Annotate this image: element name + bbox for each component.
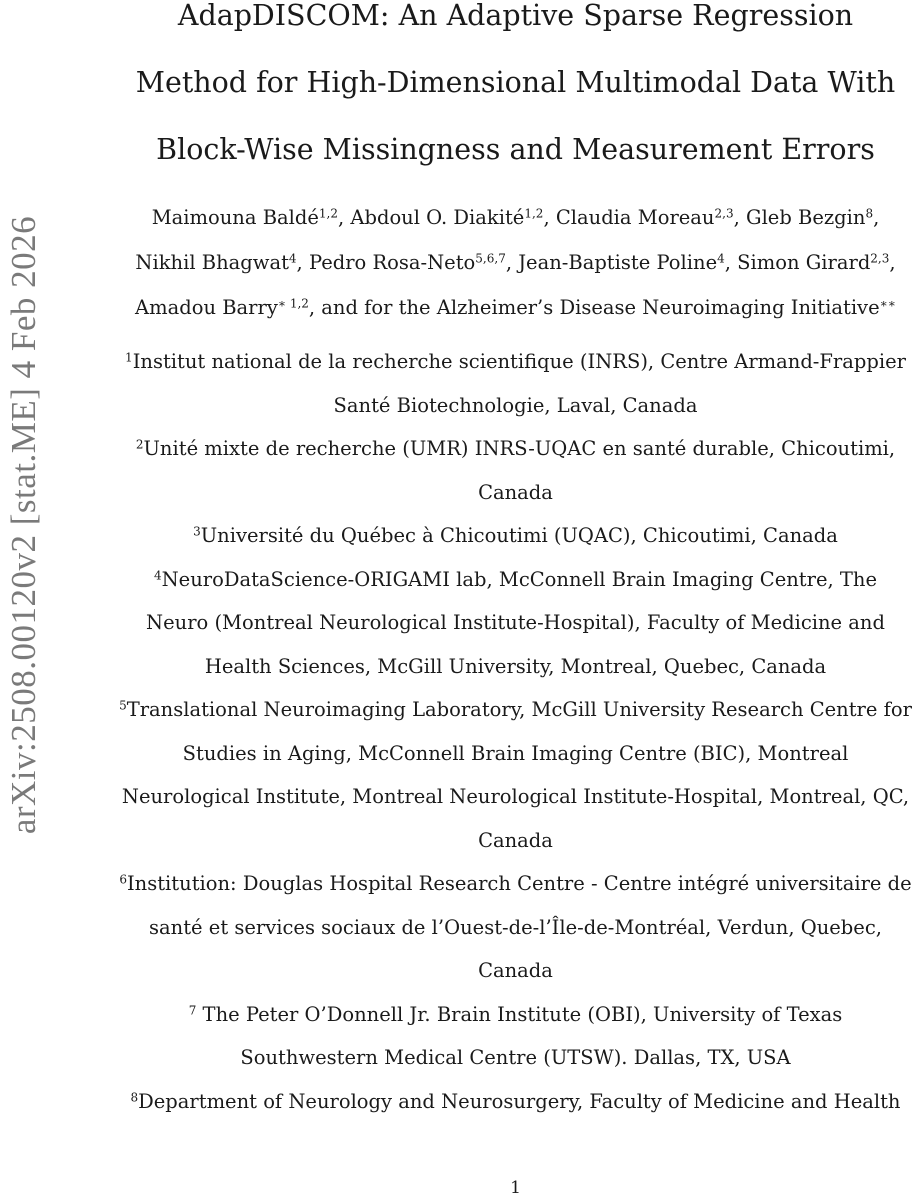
author-affiliation-mark: 4	[717, 251, 725, 266]
title-line: Method for High-Dimensional Multimodal Data With	[135, 66, 896, 99]
author-list	[118, 195, 913, 330]
affiliation-number: 4	[153, 567, 162, 582]
affiliation-number: 8	[130, 1089, 139, 1104]
author-name: , Abdoul O. Diakité	[338, 206, 525, 229]
affiliation-3	[118, 514, 913, 558]
affiliation-text: Institut national de la recherche scientifique (INRS), Centre Armand-Frappier	[132, 350, 906, 373]
author-affiliation-mark: 1,2	[318, 206, 338, 221]
affiliation-number: 6	[119, 872, 127, 887]
arxiv-side-stamp	[0, 0, 48, 850]
affiliation-number: 5	[119, 698, 127, 713]
author-name: , Simon Girard	[724, 251, 871, 274]
author-line	[118, 195, 913, 240]
author-separator: ,	[889, 251, 896, 274]
affiliation-7	[118, 993, 913, 1080]
author-affiliation-mark: 4	[288, 251, 297, 266]
author-affiliation-mark: 1,2	[524, 206, 544, 221]
author-name: , and for the Alzheimer’s Disease Neuroimaging Initiative	[308, 296, 880, 319]
affiliation-text: Unité mixte de recherche (UMR) INRS-UQAC en santé durable, Chicoutimi,	[143, 437, 896, 460]
author-line	[118, 285, 913, 330]
page-number: 1	[510, 1178, 521, 1198]
affiliation-number: 7	[188, 1002, 197, 1017]
affiliation-line	[118, 862, 913, 906]
author-name: Amadou Barry	[135, 296, 278, 319]
author-separator: ,	[873, 206, 880, 229]
title-line: AdapDISCOM: An Adaptive Sparse Regression	[177, 0, 854, 32]
affiliation-line: Health Sciences, McGill University, Montreal, Quebec, Canada	[204, 654, 827, 678]
affiliation-line: Southwestern Medical Centre (UTSW). Dallas, TX, USA	[240, 1046, 791, 1069]
author-name: , Jean-Baptiste Poline	[505, 251, 718, 274]
paper-front-page	[118, 0, 913, 1123]
affiliation-line: Neuro (Montreal Neurological Institute-Hospital), Faculty of Medicine and	[146, 611, 885, 634]
affiliation-text: NeuroDataScience-ORIGAMI lab, McConnell Brain Imaging Centre, The	[161, 567, 878, 591]
affiliation-line: santé et services sociaux de l’Ouest-de-l’Île-de-Montréal, Verdun, Quebec,	[149, 915, 882, 939]
affiliation-line	[118, 688, 913, 732]
affiliation-line	[118, 1080, 913, 1124]
title-line: Block-Wise Missingness and Measurement Errors	[156, 133, 875, 166]
affiliation-text: The Peter O’Donnell Jr. Brain Institute (OBI), University of Texas	[196, 1002, 843, 1026]
author-name: , Pedro Rosa-Neto	[296, 251, 476, 274]
affiliation-line	[118, 993, 913, 1037]
affiliation-line	[118, 514, 913, 558]
affiliation-6	[118, 862, 913, 993]
author-name: , Gleb Bezgin	[733, 206, 866, 229]
author-affiliation-mark: ∗ 1,2	[277, 296, 309, 311]
affiliation-number: 3	[193, 524, 201, 539]
affiliation-4	[118, 558, 913, 689]
affiliation-text: Institution: Douglas Hospital Research Centre - Centre intégré universitaire de	[126, 872, 912, 895]
affiliation-1	[118, 340, 913, 427]
affiliation-8	[118, 1080, 913, 1124]
affiliation-text: Translational Neuroimaging Laboratory, McGill University Research Centre for	[126, 698, 912, 721]
affiliation-line: Canada	[478, 480, 553, 504]
author-affiliation-mark: 2,3	[870, 251, 890, 266]
author-affiliation-mark: 2,3	[714, 206, 734, 221]
affiliation-text: Université du Québec à Chicoutimi (UQAC), Chicoutimi, Canada	[200, 524, 838, 547]
paper-title	[118, 0, 913, 183]
affiliation-2	[118, 427, 913, 514]
affiliation-number: 1	[125, 350, 133, 365]
affiliation-number: 2	[135, 437, 144, 452]
affiliation-line: Canada	[478, 828, 553, 852]
affiliation-line	[118, 558, 913, 602]
author-line	[118, 240, 913, 285]
affiliation-5	[118, 688, 913, 862]
author-affiliation-mark: 8	[865, 206, 874, 221]
affiliation-list	[118, 340, 913, 1123]
affiliation-text: Department of Neurology and Neurosurgery, Faculty of Medicine and Health	[138, 1089, 901, 1113]
author-affiliation-mark: ∗∗	[879, 296, 896, 311]
author-name: Nikhil Bhagwat	[135, 251, 289, 274]
affiliation-line: Neurological Institute, Montreal Neurological Institute-Hospital, Montreal, QC,	[121, 785, 910, 808]
author-name: , Claudia Moreau	[543, 206, 715, 229]
author-name: Maimouna Baldé	[151, 206, 319, 229]
arxiv-identifier: arXiv:2508.00120v2 [stat.ME] 4 Feb 2026	[4, 215, 43, 835]
affiliation-line: Canada	[478, 959, 553, 982]
affiliation-line	[118, 340, 913, 384]
affiliation-line: Santé Biotechnologie, Laval, Canada	[333, 393, 698, 417]
affiliation-line	[118, 427, 913, 471]
affiliation-line: Studies in Aging, McConnell Brain Imaging Centre (BIC), Montreal	[182, 741, 849, 765]
author-affiliation-mark: 5,6,7	[475, 251, 506, 266]
